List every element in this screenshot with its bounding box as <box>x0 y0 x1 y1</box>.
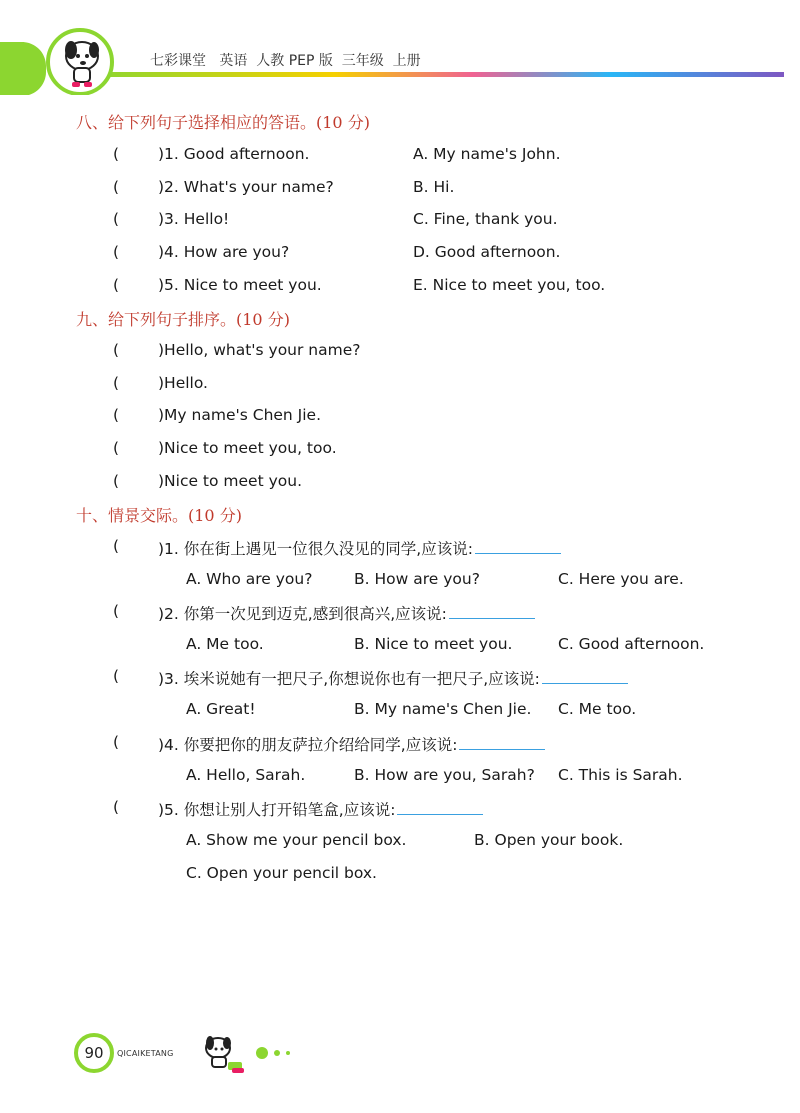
answer-paren[interactable]: ( <box>113 374 120 392</box>
option-c: C. This is Sarah. <box>558 766 683 784</box>
question-text <box>158 602 535 624</box>
list-item: )3. Hello! <box>158 210 230 228</box>
question-label: )2. 你第一次见到迈克,感到很高兴,应该说: <box>158 605 447 623</box>
section9-title: 九、给下列句子排序。(10 分) <box>76 310 290 329</box>
option-a: A. Who are you? <box>186 570 313 588</box>
footer-mascot-icon <box>196 1030 256 1078</box>
option-c: C. Open your pencil box. <box>186 864 377 882</box>
answer-paren[interactable]: ( <box>113 178 120 196</box>
list-item: )My name's Chen Jie. <box>158 406 322 424</box>
option-c: C. Here you are. <box>558 570 684 588</box>
option-a: A. Show me your pencil box. <box>186 831 407 849</box>
answer-paren[interactable]: ( <box>113 276 120 294</box>
header-title: 七彩课堂 英语 人教 PEP 版 三年级 上册 <box>150 53 421 69</box>
list-item: )Hello. <box>158 374 208 392</box>
list-item: )5. Nice to meet you. <box>158 276 322 294</box>
answer-paren[interactable]: ( <box>113 733 120 751</box>
option-a: A. Great! <box>186 700 256 718</box>
answer-paren[interactable]: ( <box>113 210 120 228</box>
option-a: A. Hello, Sarah. <box>186 766 306 784</box>
question-text <box>158 798 483 820</box>
list-item: B. Hi. <box>413 178 455 196</box>
question-label: )4. 你要把你的朋友萨拉介绍给同学,应该说: <box>158 736 458 754</box>
list-item: E. Nice to meet you, too. <box>413 276 606 294</box>
answer-blank[interactable] <box>542 669 628 684</box>
decor-dot <box>286 1051 290 1055</box>
option-a: A. Me too. <box>186 635 264 653</box>
list-item: )4. How are you? <box>158 243 290 261</box>
question-text <box>158 537 561 559</box>
section8-title: 八、给下列句子选择相应的答语。(10 分) <box>76 113 370 132</box>
option-b: B. Nice to meet you. <box>354 635 513 653</box>
answer-blank[interactable] <box>475 539 561 554</box>
list-item: C. Fine, thank you. <box>413 210 558 228</box>
decor-dot <box>256 1047 268 1059</box>
answer-paren[interactable]: ( <box>113 472 120 490</box>
option-b: B. My name's Chen Jie. <box>354 700 532 718</box>
answer-paren[interactable]: ( <box>113 145 120 163</box>
decor-dot <box>274 1050 280 1056</box>
option-b: B. Open your book. <box>474 831 624 849</box>
answer-paren[interactable]: ( <box>113 341 120 359</box>
question-text <box>158 667 628 689</box>
answer-paren[interactable]: ( <box>113 798 120 816</box>
section10-title: 十、情景交际。(10 分) <box>76 506 242 525</box>
list-item: A. My name's John. <box>413 145 561 163</box>
page-number: 90 <box>74 1033 114 1073</box>
option-c: C. Good afternoon. <box>558 635 705 653</box>
question-label: )1. 你在街上遇见一位很久没见的同学,应该说: <box>158 540 473 558</box>
answer-paren[interactable]: ( <box>113 602 120 620</box>
mascot-icon <box>50 30 114 94</box>
question-label: )5. 你想让别人打开铅笔盒,应该说: <box>158 801 396 819</box>
answer-paren[interactable]: ( <box>113 439 120 457</box>
option-b: B. How are you, Sarah? <box>354 766 535 784</box>
answer-paren[interactable]: ( <box>113 667 120 685</box>
header-banner <box>0 0 800 95</box>
answer-blank[interactable] <box>449 604 535 619</box>
footer-brand: QICAIKETANG <box>117 1049 174 1058</box>
answer-paren[interactable]: ( <box>113 537 120 555</box>
list-item: )Hello, what's your name? <box>158 341 361 359</box>
question-label: )3. 埃米说她有一把尺子,你想说你也有一把尺子,应该说: <box>158 670 540 688</box>
answer-paren[interactable]: ( <box>113 406 120 424</box>
list-item: )1. Good afternoon. <box>158 145 310 163</box>
answer-blank[interactable] <box>397 800 483 815</box>
option-c: C. Me too. <box>558 700 637 718</box>
question-text <box>158 733 545 755</box>
list-item: )Nice to meet you, too. <box>158 439 337 457</box>
answer-paren[interactable]: ( <box>113 243 120 261</box>
answer-blank[interactable] <box>459 735 545 750</box>
list-item: D. Good afternoon. <box>413 243 561 261</box>
list-item: )2. What's your name? <box>158 178 334 196</box>
list-item: )Nice to meet you. <box>158 472 303 490</box>
option-b: B. How are you? <box>354 570 480 588</box>
